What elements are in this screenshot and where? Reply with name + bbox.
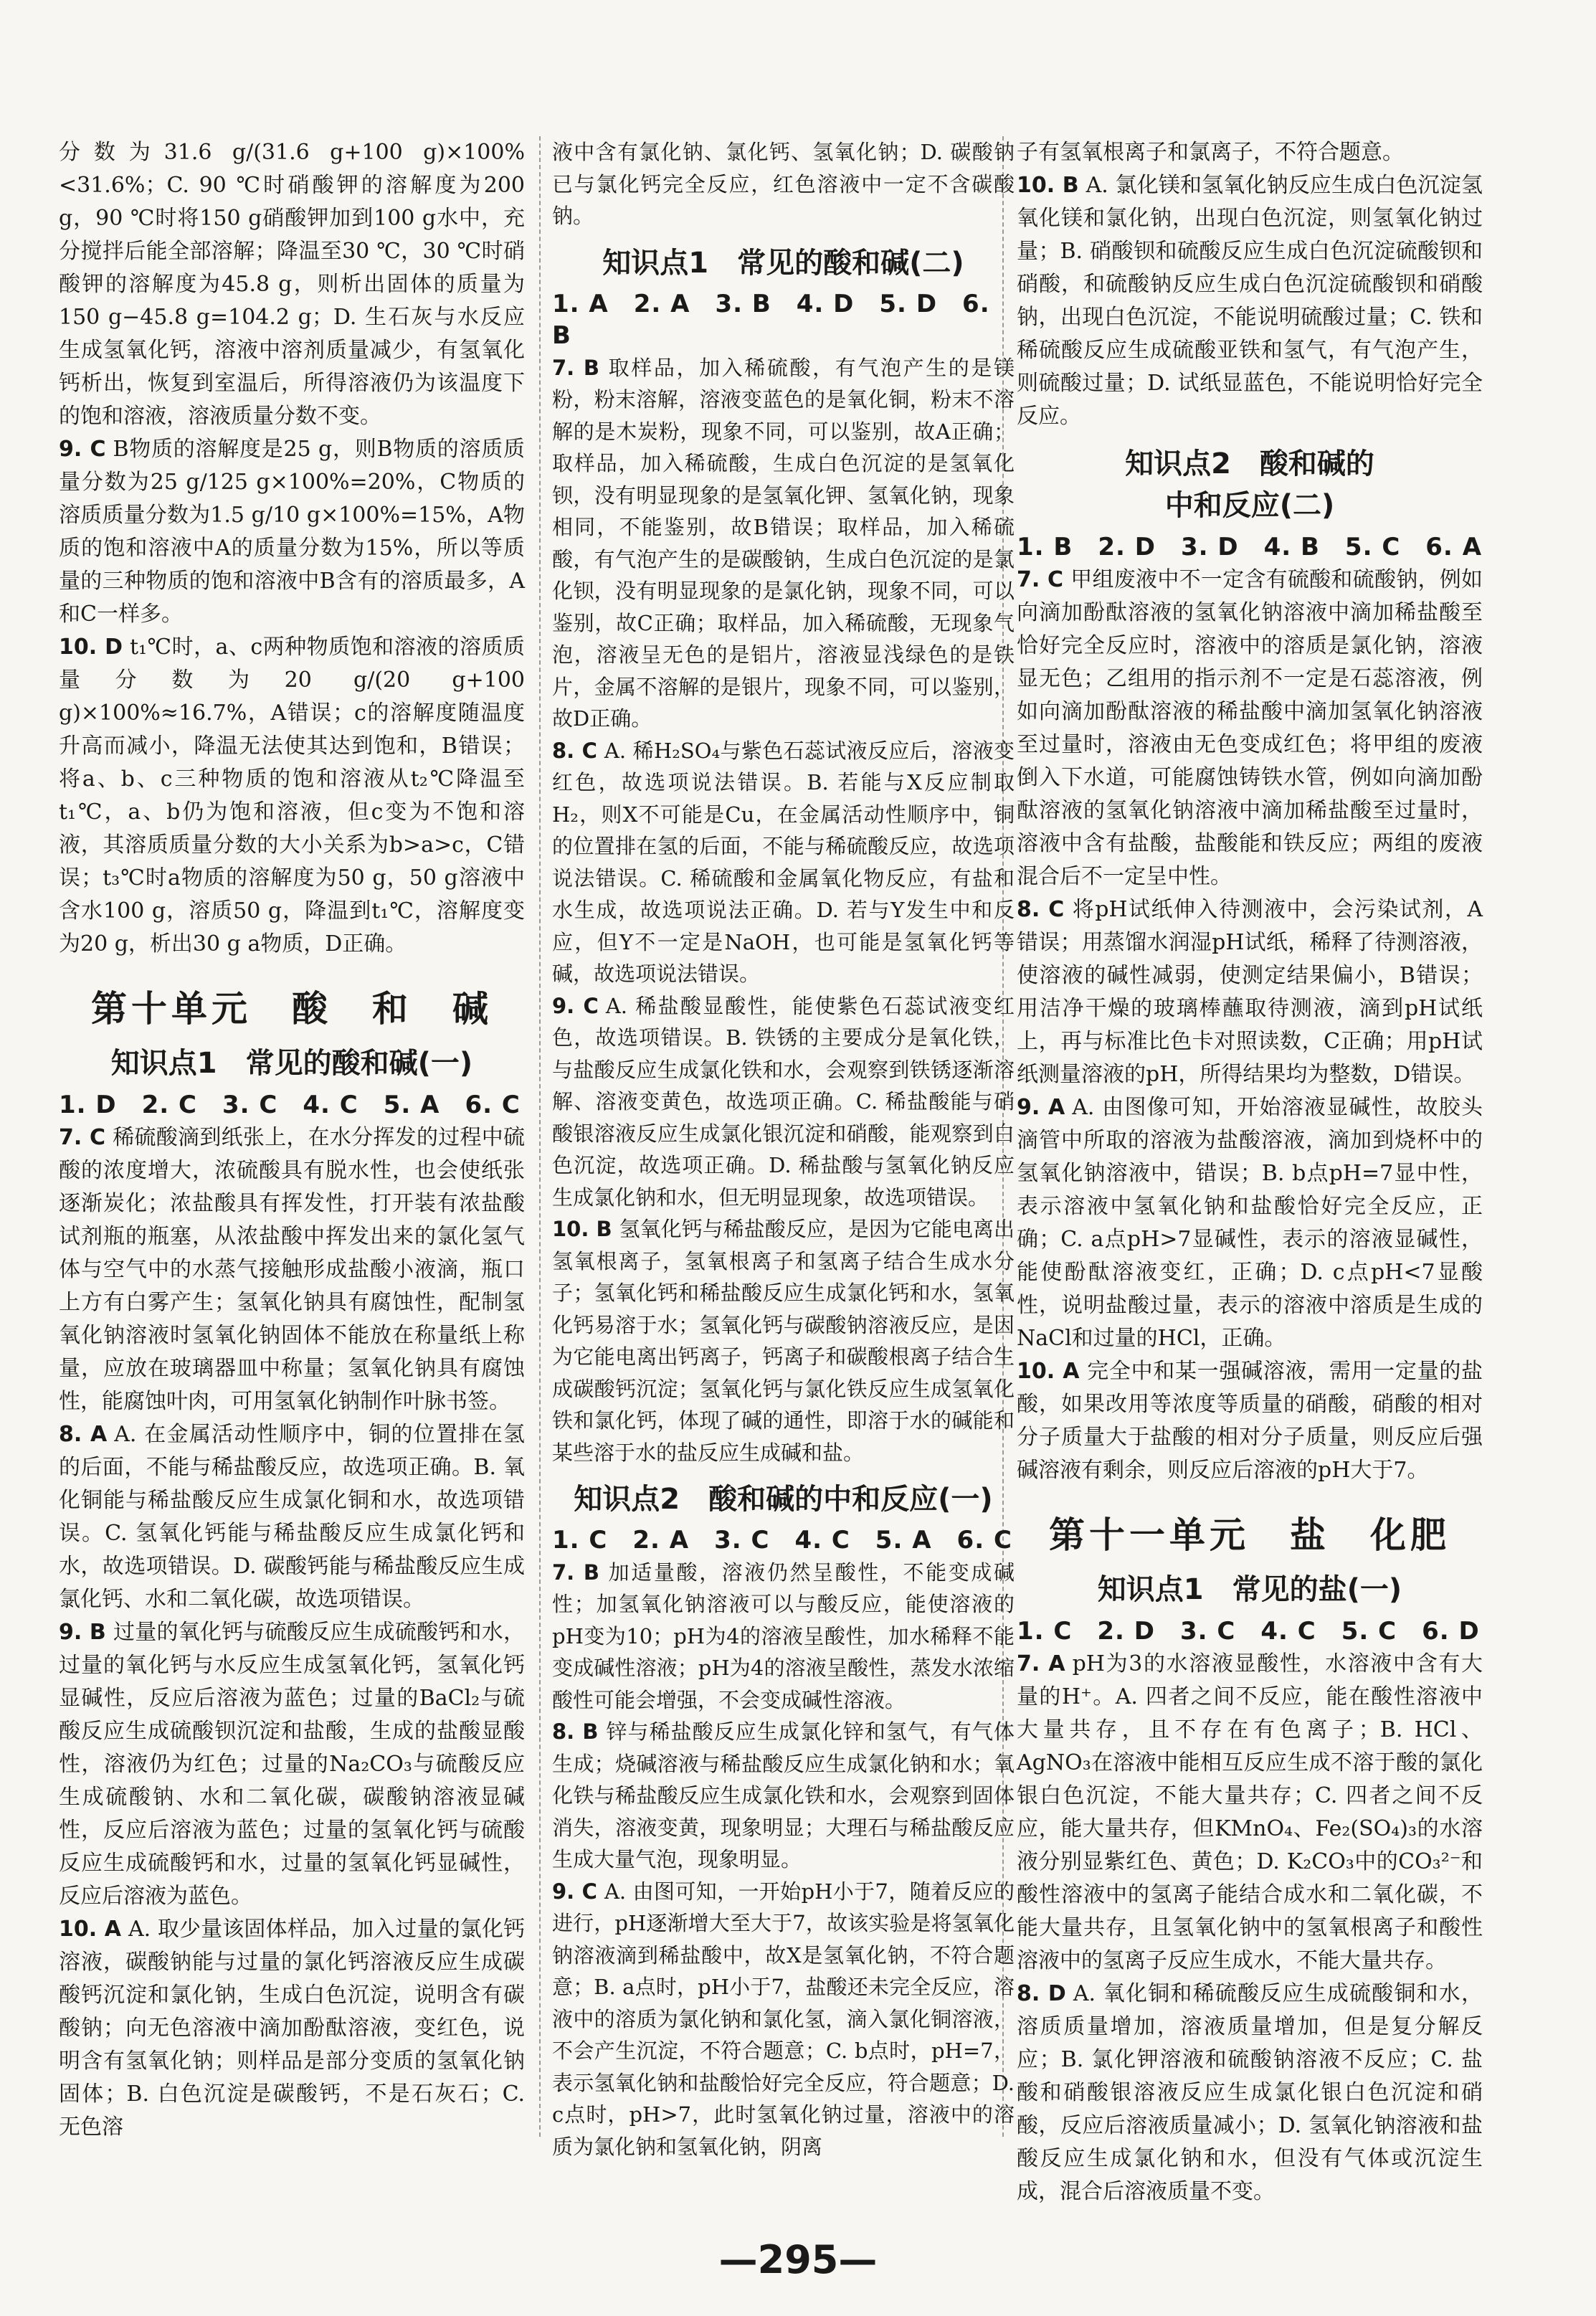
section-title: 知识点2 酸和碱的中和反应(一) xyxy=(574,1483,993,1516)
answer-key: 1. C 2. A 3. C 4. C 5. A 6. C xyxy=(552,1526,1012,1555)
answer-key: 1. C 2. D 3. C 4. C 5. C 6. D xyxy=(1017,1617,1480,1646)
answer-key: 1. D 2. C 3. C 4. C 5. A 6. C xyxy=(59,1091,521,1119)
column-left xyxy=(59,136,525,2144)
answer-item: 8. B 锌与稀盐酸反应生成氯化锌和氢气，有气体生成；烧碱溶液与稀盐酸反应生成氯化钠和水；氧化铁与稀盐酸反应生成氯化铁和水，会观察到固体消失，溶液变黄，现象明显；大理石与稀盐酸反应生成大量气泡，现象明显。 xyxy=(552,1719,1015,1871)
column-divider xyxy=(539,136,541,2137)
answer-item: 9. C A. 由图可知，一开始pH小于7，随着反应的进行，pH逐渐增大至大于7，故该实验是将氢氧化钠溶液滴到稀盐酸中，故X是氢氧化钠，不符合题意；B. a点时，pH小于7，盐酸还未完全反应，溶液中的溶质为氯化钠和氯化氢，滴入氯化铜溶液，不会产生沉淀，不符合题意；C. b点时，pH=7，表示氢氧化钠和盐酸恰好完全反应，符合题意；D. c点时，pH>7，此时氢氧化钠过量，溶液中的溶质为氯化钠和氢氧化钠，阴离 xyxy=(552,1879,1015,2159)
answer-key: 1. A 2. A 3. B 4. D 5. D 6. B xyxy=(552,289,990,350)
section-title: 知识点1 常见的酸和碱(一) xyxy=(110,1047,473,1080)
paragraph: 子有氢氧根离子和氯离子，不符合题意。 xyxy=(1017,140,1404,165)
unit-title: 第十一单元 盐 化肥 xyxy=(1049,1514,1450,1556)
answer-item: 9. C B物质的溶解度是25 g，则B物质的溶质质量分数为25 g/125 g×100%=20%，C物质的溶质质量分数为1.5 g/10 g×100%=15%，A物质的饱和溶液中A的质量分数为15%，所以等质量的三种物质的饱和溶液中B含有的溶质最多，A和C一样多。 xyxy=(59,437,525,627)
answer-item: 10. A 完全中和某一强碱溶液，需用一定量的盐酸，如果改用等浓度等质量的硝酸，硝酸的相对分子质量大于盐酸的相对分子质量，则反应后强碱溶液有剩余，则反应后溶液的pH大于7。 xyxy=(1017,1359,1483,1483)
section-title-line: 中和反应(二) xyxy=(1164,489,1335,522)
answer-item: 10. B 氢氧化钙与稀盐酸反应，是因为它能电离出氢氧根离子，氢氧根离子和氢离子结合生成水分子；氢氧化钙和稀盐酸反应生成氯化钙和水，氢氧化钙易溶于水；氢氧化钙与碳酸钠溶液反应，是因为它能电离出钙离子，钙离子和碳酸根离子结合生成碳酸钙沉淀；氢氧化钙与氯化铁反应生成氢氧化铁和氯化钙，体现了碱的通性，即溶于水的碱能和某些溶于水的盐反应生成碱和盐。 xyxy=(552,1217,1015,1465)
answer-item: 7. B 取样品，加入稀硫酸，有气泡产生的是镁粉，粉末溶解，溶液变蓝色的是氧化铜，粉末不溶解的是木炭粉，现象不同，可以鉴别，故A正确；取样品，加入稀硫酸，生成白色沉淀的是氢氧化钡，没有明显现象的是氢氧化钾、氢氧化钠，现象相同，不能鉴别，故B错误；取样品，加入稀硫酸，有气泡产生的是碳酸钠，生成白色沉淀的是氯化钡，没有明显现象的是氯化钠，现象不同，可以鉴别，故C正确；取样品，加入稀硫酸，无现象气泡，溶液呈无色的是铝片，溶液显浅绿色的是铁片，金属不溶解的是银片，现象不同，可以鉴别，故D正确。 xyxy=(552,355,1015,731)
paragraph: 液中含有氯化钠、氯化钙、氢氧化钠；D. 碳酸钠已与氯化钙完全反应，红色溶液中一定不含碳酸钠。 xyxy=(552,140,1015,228)
answer-item: 8. C A. 稀H₂SO₄与紫色石蕊试液反应后，溶液变红色，故选项说法错误。B. 若能与X反应制取H₂，则X不可能是Cu，在金属活动性顺序中，铜的位置排在氢的后面，不能与稀硫酸反应，故选项说法错误。C. 稀硫酸和金属氧化物反应，有盐和水生成，故选项说法正确。D. 若与Y发生中和反应，但Y不一定是NaOH，也可能是氢氧化钙等碱，故选项说法错误。 xyxy=(552,738,1015,986)
answer-item: 10. D t₁℃时，a、c两种物质饱和溶液的溶质质量分数为20 g/(20 g+100 g)×100%≈16.7%，A错误；c的溶解度随温度升高而减小，降温无法使其达到饱和，B错误；将a、b、c三种物质的饱和溶液从t₂℃降温至t₁℃，a、b仍为饱和溶液，但c变为不饱和溶液，其溶质质量分数的大小关系为b>a>c，C错误；t₃℃时a物质的溶解度为50 g，50 g溶液中含水100 g，溶质50 g，降温到t₁℃，溶解度变为20 g，析出30 g a物质，D正确。 xyxy=(59,635,525,957)
column-right xyxy=(1017,136,1483,2208)
section-title-line: 知识点2 酸和碱的 xyxy=(1125,447,1374,480)
answer-item: 10. B A. 氯化镁和氢氧化钠反应生成白色沉淀氢氧化镁和氯化钠，出现白色沉淀，则氢氧化钠过量；B. 硝酸钡和硫酸反应生成白色沉淀硫酸钡和硝酸，和硫酸钠反应生成白色沉淀硫酸钡和硝酸钠，出现白色沉淀，不能说明硫酸过量；C. 铁和稀硫酸反应生成硫酸亚铁和氢气，有气泡产生，则硫酸过量；D. 试纸显蓝色，不能说明恰好完全反应。 xyxy=(1017,173,1483,429)
answer-item: 7. C 稀硫酸滴到纸张上，在水分挥发的过程中硫酸的浓度增大，浓硫酸具有脱水性，也会使纸张逐渐炭化；浓盐酸具有挥发性，打开装有浓盐酸试剂瓶的瓶塞，从浓盐酸中挥发出来的氯化氢气体与空气中的水蒸气接触形成盐酸小液滴，瓶口上方有白雾产生；氢氧化钠具有腐蚀性，配制氢氧化钠溶液时氢氧化钠固体不能放在称量纸上称量，应放在玻璃器皿中称量；氢氧化钠具有腐蚀性，能腐蚀叶肉，可用氢氧化钠制作叶脉书签。 xyxy=(59,1125,526,1414)
unit-title: 第十单元 酸 和 碱 xyxy=(91,988,493,1030)
answer-item: 9. C A. 稀盐酸显酸性，能使紫色石蕊试液变红色，故选项错误。B. 铁锈的主要成分是氧化铁，与盐酸反应生成氯化铁和水，会观察到铁锈逐渐溶解、溶液变黄色，故选项正确。C. 稀盐酸能与硝酸银溶液反应生成氯化银沉淀和硝酸，能观察到白色沉淀，故选项正确。D. 稀盐酸与氢氧化钠反应生成氯化钠和水，但无明显现象，故选项错误。 xyxy=(552,993,1015,1210)
section-title: 知识点1 常见的盐(一) xyxy=(1097,1573,1402,1606)
answer-item: 7. B 加适量酸，溶液仍然呈酸性，不能变成碱性；加氢氧化钠溶液可以与酸反应，能使溶液的pH变为10；pH为4的溶液呈酸性，加水稀释不能变成碱性溶液；pH为4的溶液呈酸性，蒸发水浓缩酸性可能会增强，不会变成碱性溶液。 xyxy=(552,1560,1015,1712)
answer-item: 10. A A. 取少量该固体样品，加入过量的氯化钙溶液，碳酸钠能与过量的氯化钙溶液反应生成碳酸钙沉淀和氯化钠，生成白色沉淀，说明含有碳酸钠；向无色溶液中滴加酚酞溶液，变红色，说明含有氢氧化钠；则样品是部分变质的氢氧化钠固体；B. 白色沉淀是碳酸钙，不是石灰石；C. 无色溶 xyxy=(59,1917,525,2140)
column-middle xyxy=(552,136,1015,2163)
answer-item: 7. C 甲组废液中不一定含有硫酸和硫酸钠，例如向滴加酚酞溶液的氢氧化钠溶液中滴加稀盐酸至恰好完全反应时，溶液中的溶质是氯化钠，溶液显无色；乙组用的指示剂不一定是石蕊溶液，例如向滴加酚酞溶液的稀盐酸中滴加氢氧化钠溶液至过量时，溶液由无色变成红色；将甲组的废液倒入下水道，可能腐蚀铸铁水管，例如向滴加酚酞溶液的氢氧化钠溶液中滴加稀盐酸至过量时，溶液中含有盐酸，盐酸能和铁反应；两组的废液混合后不一定呈中性。 xyxy=(1017,567,1483,889)
page-number: —295— xyxy=(718,2237,878,2282)
answer-item: 9. B 过量的氧化钙与硫酸反应生成硫酸钙和水，过量的氧化钙与水反应生成氢氧化钙，氢氧化钙显碱性，反应后溶液为蓝色；过量的BaCl₂与硫酸反应生成硫酸钡沉淀和盐酸，生成的盐酸显酸性，溶液仍为红色；过量的Na₂CO₃与硫酸反应生成硫酸钠、水和二氧化碳，碳酸钠溶液显碱性，反应后溶液为蓝色；过量的氢氧化钙与硫酸反应生成硫酸钙和水，过量的氢氧化钙显碱性，反应后溶液为蓝色。 xyxy=(59,1620,525,1909)
paragraph: 分数为31.6 g/(31.6 g+100 g)×100%<31.6%；C. 90 ℃时硝酸钾的溶解度为200 g，90 ℃时将150 g硝酸钾加到100 g水中，充分搅拌后能全部溶解；降温至30 ℃，30 ℃时硝酸钾的溶解度为45.8 g，则析出固体的质量为150 g−45.8 g=104.2 g；D. 生石灰与水反应生成氢氧化钙，溶液中溶剂质量减少，有氢氧化钙析出，恢复到室温后，所得溶液仍为该温度下的饱和溶液，溶液质量分数不变。 xyxy=(59,140,525,429)
answer-key: 1. B 2. D 3. D 4. B 5. C 6. A xyxy=(1017,533,1483,561)
answer-item: 8. A A. 在金属活动性顺序中，铜的位置排在氢的后面，不能与稀盐酸反应，故选项正确。B. 氧化铜能与稀盐酸反应生成氯化铜和水，故选项错误。C. 氢氧化钙能与稀盐酸反应生成氯化钙和水，故选项错误。D. 碳酸钙能与稀盐酸反应生成氯化钙、水和二氧化碳，故选项错误。 xyxy=(59,1422,525,1612)
answer-item: 8. D A. 氧化铜和稀硫酸反应生成硫酸铜和水，溶质质量增加，溶液质量增加，但是复分解反应；B. 氯化钾溶液和硫酸钠溶液不反应；C. 盐酸和硝酸银溶液反应生成氯化银白色沉淀和硝酸，反应后溶液质量减小；D. 氢氧化钠溶液和盐酸反应生成氯化钠和水，但没有气体或沉淀生成，混合后溶液质量不变。 xyxy=(1017,1981,1483,2204)
answer-item: 8. C 将pH试纸伸入待测液中，会污染试剂，A错误；用蒸馏水润湿pH试纸，稀释了待测溶液，使溶液的碱性减弱，使测定结果偏小，B错误；用洁净干燥的玻璃棒蘸取待测液，滴到pH试纸上，再与标准比色卡对照读数，C正确；用pH试纸测量溶液的pH，所得结果均为整数，D错误。 xyxy=(1017,897,1483,1087)
section-title xyxy=(1017,443,1483,526)
answer-item: 7. A pH为3的水溶液显酸性，水溶液中含有大量的H⁺。A. 四者之间不反应，能在酸性溶液中大量共存，且不存在有色离子；B. HCl、AgNO₃在溶液中能相互反应生成不溶于酸的氯化银白色沉淀，不能大量共存；C. 四者之间不反应，能大量共存，但KMnO₄、Fe₂(SO₄)₃的水溶液分别显紫红色、黄色；D. K₂CO₃中的CO₃²⁻和酸性溶液中的氢离子能结合成水和二氧化碳，不能大量共存，且氢氧化钠中的氢氧根离子和酸性溶液中的氢离子反应生成水，不能大量共存。 xyxy=(1017,1651,1483,1973)
section-title: 知识点1 常见的酸和碱(二) xyxy=(602,246,964,280)
answer-item: 9. A A. 由图像可知，开始溶液显碱性，故胶头滴管中所取的溶液为盐酸溶液，滴加到烧杯中的氢氧化钠溶液中，错误；B. b点pH=7显中性，表示溶液中氢氧化钠和盐酸恰好完全反应，正确；C. a点pH>7显碱性，表示的溶液显碱性，能使酚酞溶液变红，正确；D. c点pH<7显酸性，说明盐酸过量，表示的溶液中溶质是生成的NaCl和过量的HCl，正确。 xyxy=(1017,1095,1483,1351)
